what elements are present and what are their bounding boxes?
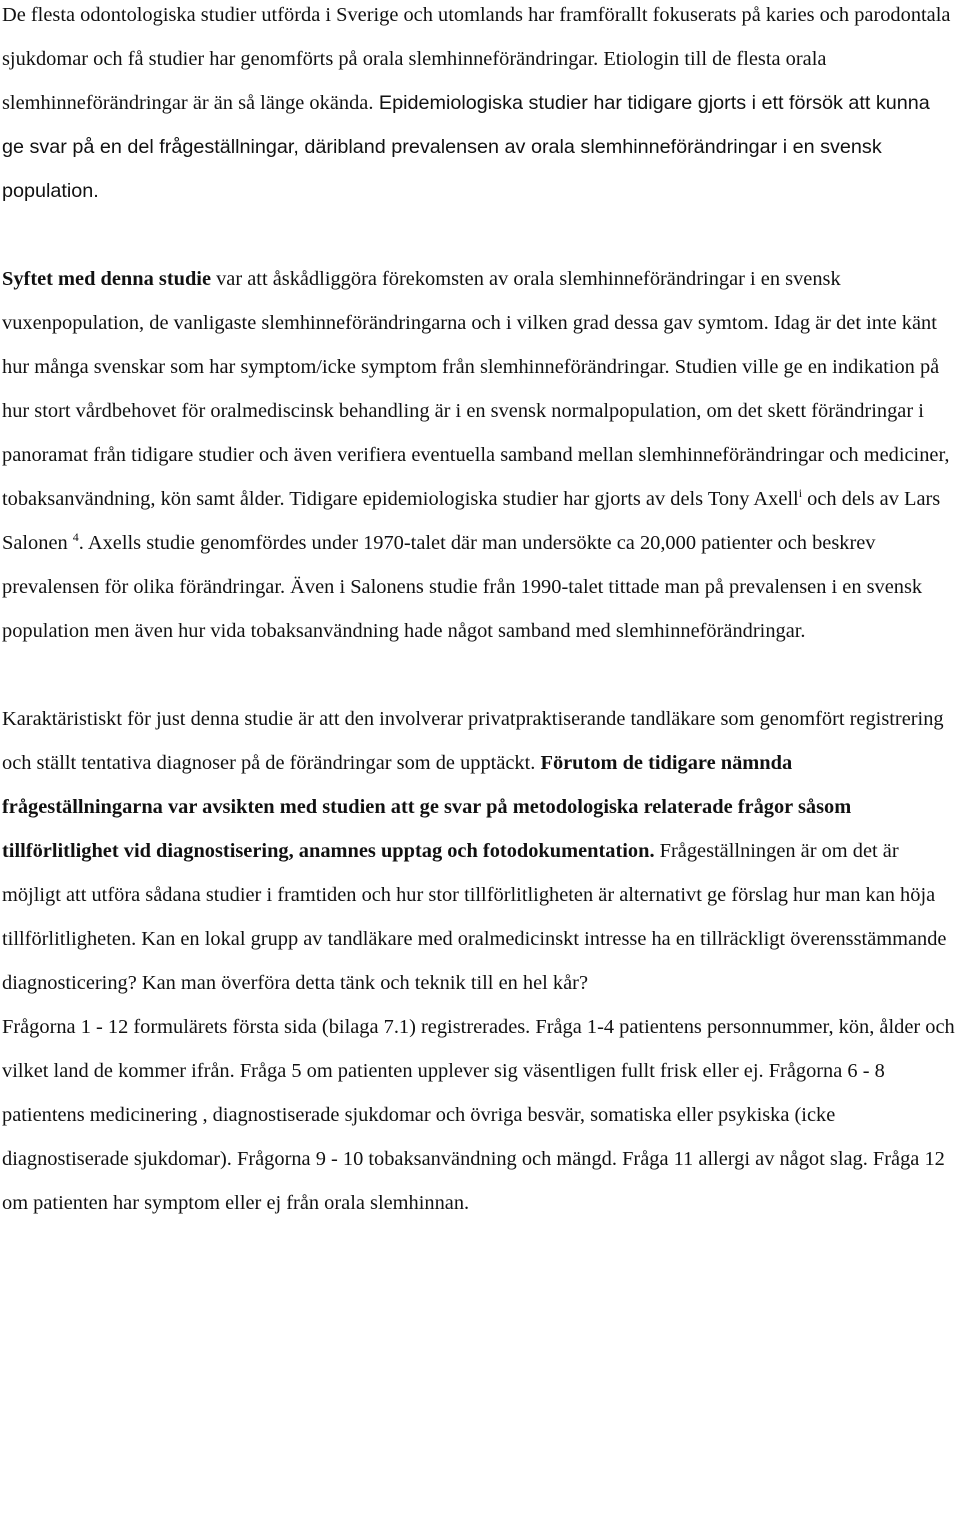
purpose-text-2: och dels av Lars Salonen	[2, 488, 941, 554]
intro-text-epidemiology: Epidemiologiska studier har tidigare gjorts i ett försök att kunna ge svar på en del frågeställningar, däribland prevalensen av orala slemhinneförändringar i en svensk population.	[2, 92, 930, 202]
characteristics-text-1: Karaktäristiskt för just denna studie är att den involverar privatpraktiserande tandläkare som genomfört registrering och ställt tentativa diagnoser på de förändringar som de upptäckt.	[2, 708, 944, 774]
characteristics-bold: Förutom de tidigare nämnda frågeställningarna var avsikten med studien att ge svar på metodologiska relaterade frågor såsom tillförlitlighet vid diagnostisering, anamnes upptag och fotodokumentation.	[2, 752, 852, 862]
intro-text: De flesta odontologiska studier utförda i Sverige och utomlands har framförallt fokuserats på karies och parodontala sjukdomar och få studier har genomförts på orala slemhinneförändringar. Etiologin till de flesta orala slemhinneförändringar är än så länge okända.	[2, 4, 951, 114]
paragraph-purpose	[2, 257, 956, 653]
paragraph-gap	[2, 213, 956, 257]
paragraph-intro	[2, 0, 956, 213]
characteristics-text-2: Frågeställningen är om det är möjligt att utföra sådana studier i framtiden och hur stor tillförlitligheten är alternativt ge förslag hur man kan höja tillförlitligheten. Kan en lokal grupp av tandläkare med oralmedicinskt intresse ha en tillräckligt överensstämmande diagnosticering? Kan man överföra detta tänk och teknik till en hel kår?	[2, 840, 947, 994]
footnote-marker-salonen: 4	[72, 530, 79, 544]
purpose-heading-bold: Syftet med denna studie	[2, 268, 212, 290]
questions-text: Frågorna 1 - 12 formulärets första sida (bilaga 7.1) registrerades. Fråga 1-4 patientens personnummer, kön, ålder och vilket land de kommer ifrån. Fråga 5 om patienten upplever sig väsentligen fullt frisk eller ej. Frågorna 6 - 8 patientens medicinering , diagnostiserade sjukdomar och övriga besvär, somatiska eller psykiska (icke diagnostiserade sjukdomar). Frågorna 9 - 10 tobaksanvändning och mängd. Fråga 11 allergi av något slag. Fråga 12 om patienten har symptom eller ej från orala slemhinnan.	[2, 1016, 955, 1214]
paragraph-questions	[2, 1005, 956, 1225]
paragraph-characteristics	[2, 697, 956, 1005]
paragraph-gap	[2, 653, 956, 697]
purpose-text-3: . Axells studie genomfördes under 1970-talet där man undersökte ca 20,000 patienter och beskrev prevalensen för olika förändringar. Även i Salonens studie från 1990-talet tittade man på prevalensen i en svensk population men även hur vida tobaksanvändning hade något samband med slemhinneförändringar.	[2, 532, 923, 642]
purpose-text-1: var att åskådliggöra förekomsten av orala slemhinneförändringar i en svensk vuxenpopulation, de vanligaste slemhinneförändringarna och i vilken grad dessa gav symtom. Idag är det inte känt hur många svenskar som har symptom/icke symptom från slemhinneförändringar. Studien ville ge en indikation på hur stort vårdbehovet för oralmediscinsk behandling är i en svensk normalpopulation, om det skett förändringar i panoramat från tidigare studier och även verifiera eventuella samband mellan slemhinneförändringar och mediciner, tobaksanvändning, kön samt ålder. Tidigare epidemiologiska studier har gjorts av dels Tony Axell	[2, 268, 950, 510]
footnote-marker-axell: i	[798, 486, 803, 500]
